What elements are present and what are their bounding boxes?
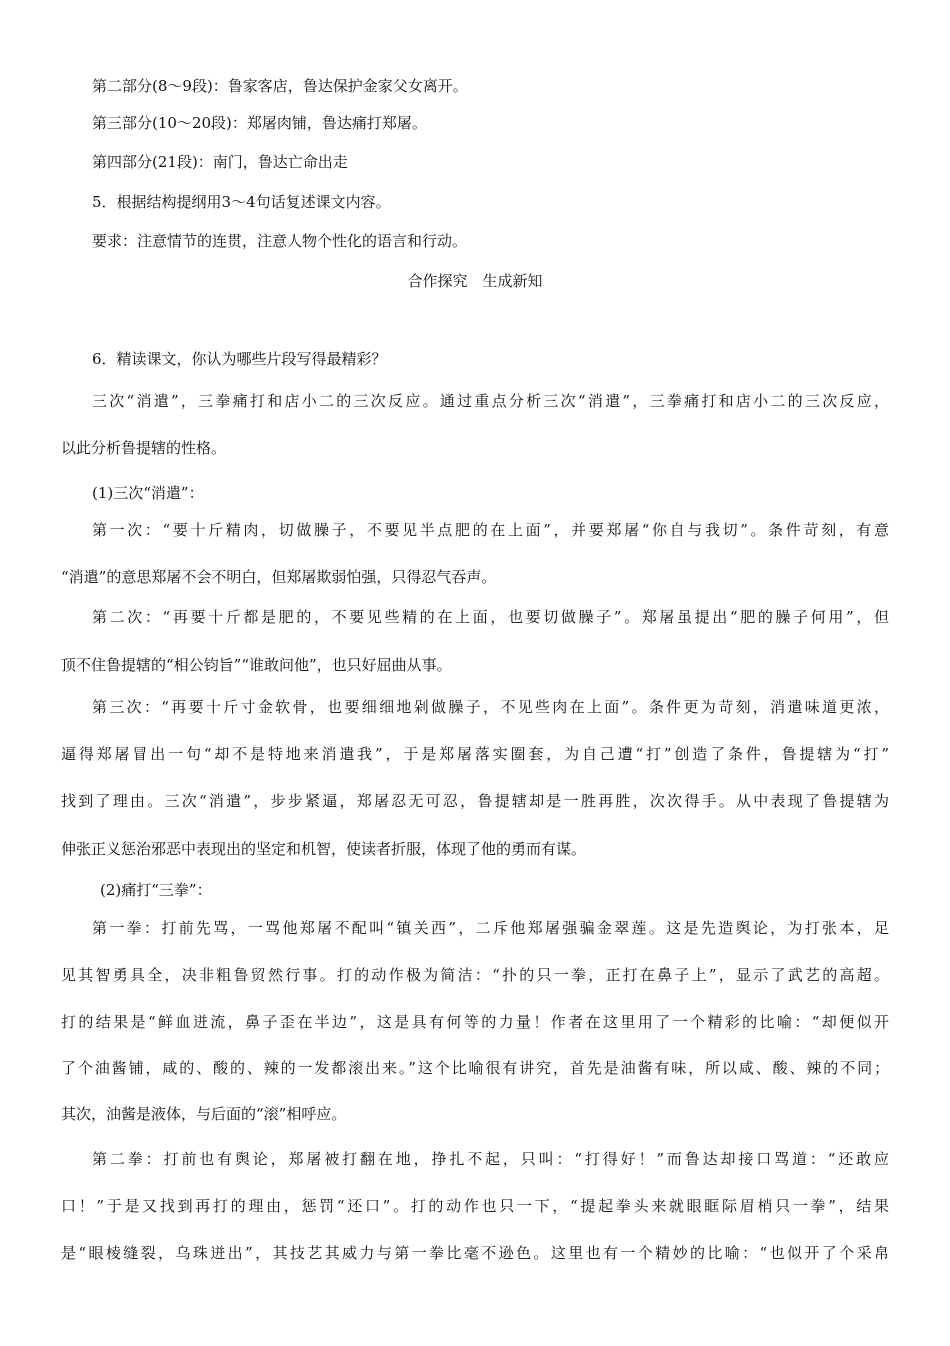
text-line: 第一拳：打前先骂，一骂他郑屠不配叫“镇关西”，二斥他郑屠强骗金翠莲。这是先造舆论，为打张本，足 <box>92 919 889 937</box>
text-line: 第二次：“再要十斤都是肥的，不要见些精的在上面，也要切做臊子”。郑屠虽提出“肥的臊子何用”，但 <box>92 608 889 626</box>
text-line: 伸张正义惩治邪恶中表现出的坚定和机智，使读者折服，体现了他的勇而有谋。 <box>61 840 587 858</box>
text-line: 第三部分(10～20段)：郑屠肉铺，鲁达痛打郑屠。 <box>92 114 427 132</box>
text-line: 三次“消遣”，三拳痛打和店小二的三次反应。通过重点分析三次“消遣”，三拳痛打和店小二的三次反应， <box>92 392 889 410</box>
text-line: 打的结果是“鲜血迸流，鼻子歪在半边”，这是具有何等的力量！作者在这里用了一个精彩的比喻：“却便似开 <box>61 1013 889 1031</box>
text-line: 第二部分(8～9段)：鲁家客店，鲁达保护金家父女离开。 <box>92 77 468 95</box>
text-line: 顶不住鲁提辖的“相公钧旨”“谁敢问他”，也只好屈曲从事。 <box>61 656 452 674</box>
text-line: 5．根据结构提纲用3～4句话复述课文内容。 <box>92 193 391 211</box>
text-line: 逼得郑屠冒出一句“却不是特地来消遣我”，于是郑屠落实圈套，为自己遭“打”创造了条件，鲁提辖为“打” <box>61 745 889 763</box>
question-heading: 6．精读课文，你认为哪些片段写得最精彩？ <box>92 350 387 368</box>
text-line: 其次，油酱是液体，与后面的“滚”相呼应。 <box>61 1105 347 1123</box>
sub-heading: (1)三次“消遣”： <box>92 484 204 502</box>
text-line: 口！”于是又找到再打的理由，惩罚“还口”。打的动作也只一下，“提起拳头来就眼眶际眉梢只一拳”，结果 <box>61 1197 889 1215</box>
text-line: 第四部分(21段)：南门，鲁达亡命出走 <box>92 153 348 171</box>
text-line: 了个油酱铺，咸的、酸的、辣的一发都滚出来。”这个比喻很有讲究，首先是油酱有味，所以咸、酸、辣的不同； <box>61 1059 889 1077</box>
text-line: “消遣”的意思郑屠不会不明白，但郑屠欺弱怕强，只得忍气吞声。 <box>61 568 497 586</box>
text-line: 找到了理由。三次“消遣”，步步紧逼，郑屠忍无可忍，鲁提辖却是一胜再胜，次次得手。从中表现了鲁提辖为 <box>61 792 889 810</box>
text-line: 要求：注意情节的连贯，注意人物个性化的语言和行动。 <box>92 232 468 250</box>
text-line: 第二拳：打前也有舆论，郑屠被打翻在地，挣扎不起，只叫：“打得好！”而鲁达却接口骂道：“还敢应 <box>92 1150 889 1168</box>
sub-heading: (2)痛打“三拳”： <box>100 881 212 899</box>
text-line: 见其智勇具全，决非粗鲁贸然行事。打的动作极为简洁：“扑的只一拳，正打在鼻子上”，显示了武艺的高超。 <box>61 966 889 984</box>
text-line: 第三次：“再要十斤寸金软骨，也要细细地剁做臊子，不见些肉在上面”。条件更为苛刻，消遣味道更浓， <box>92 698 889 716</box>
section-heading: 合作探究 生成新知 <box>407 272 543 290</box>
text-line: 以此分析鲁提辖的性格。 <box>61 439 227 457</box>
text-line: 第一次：“要十斤精肉，切做臊子，不要见半点肥的在上面”，并要郑屠“你自与我切”。条件苛刻，有意 <box>92 521 889 539</box>
text-line: 是“眼棱缝裂，乌珠迸出”，其技艺其威力与第一拳比毫不逊色。这里也有一个精妙的比喻：“也似开了个采帛 <box>61 1244 889 1262</box>
